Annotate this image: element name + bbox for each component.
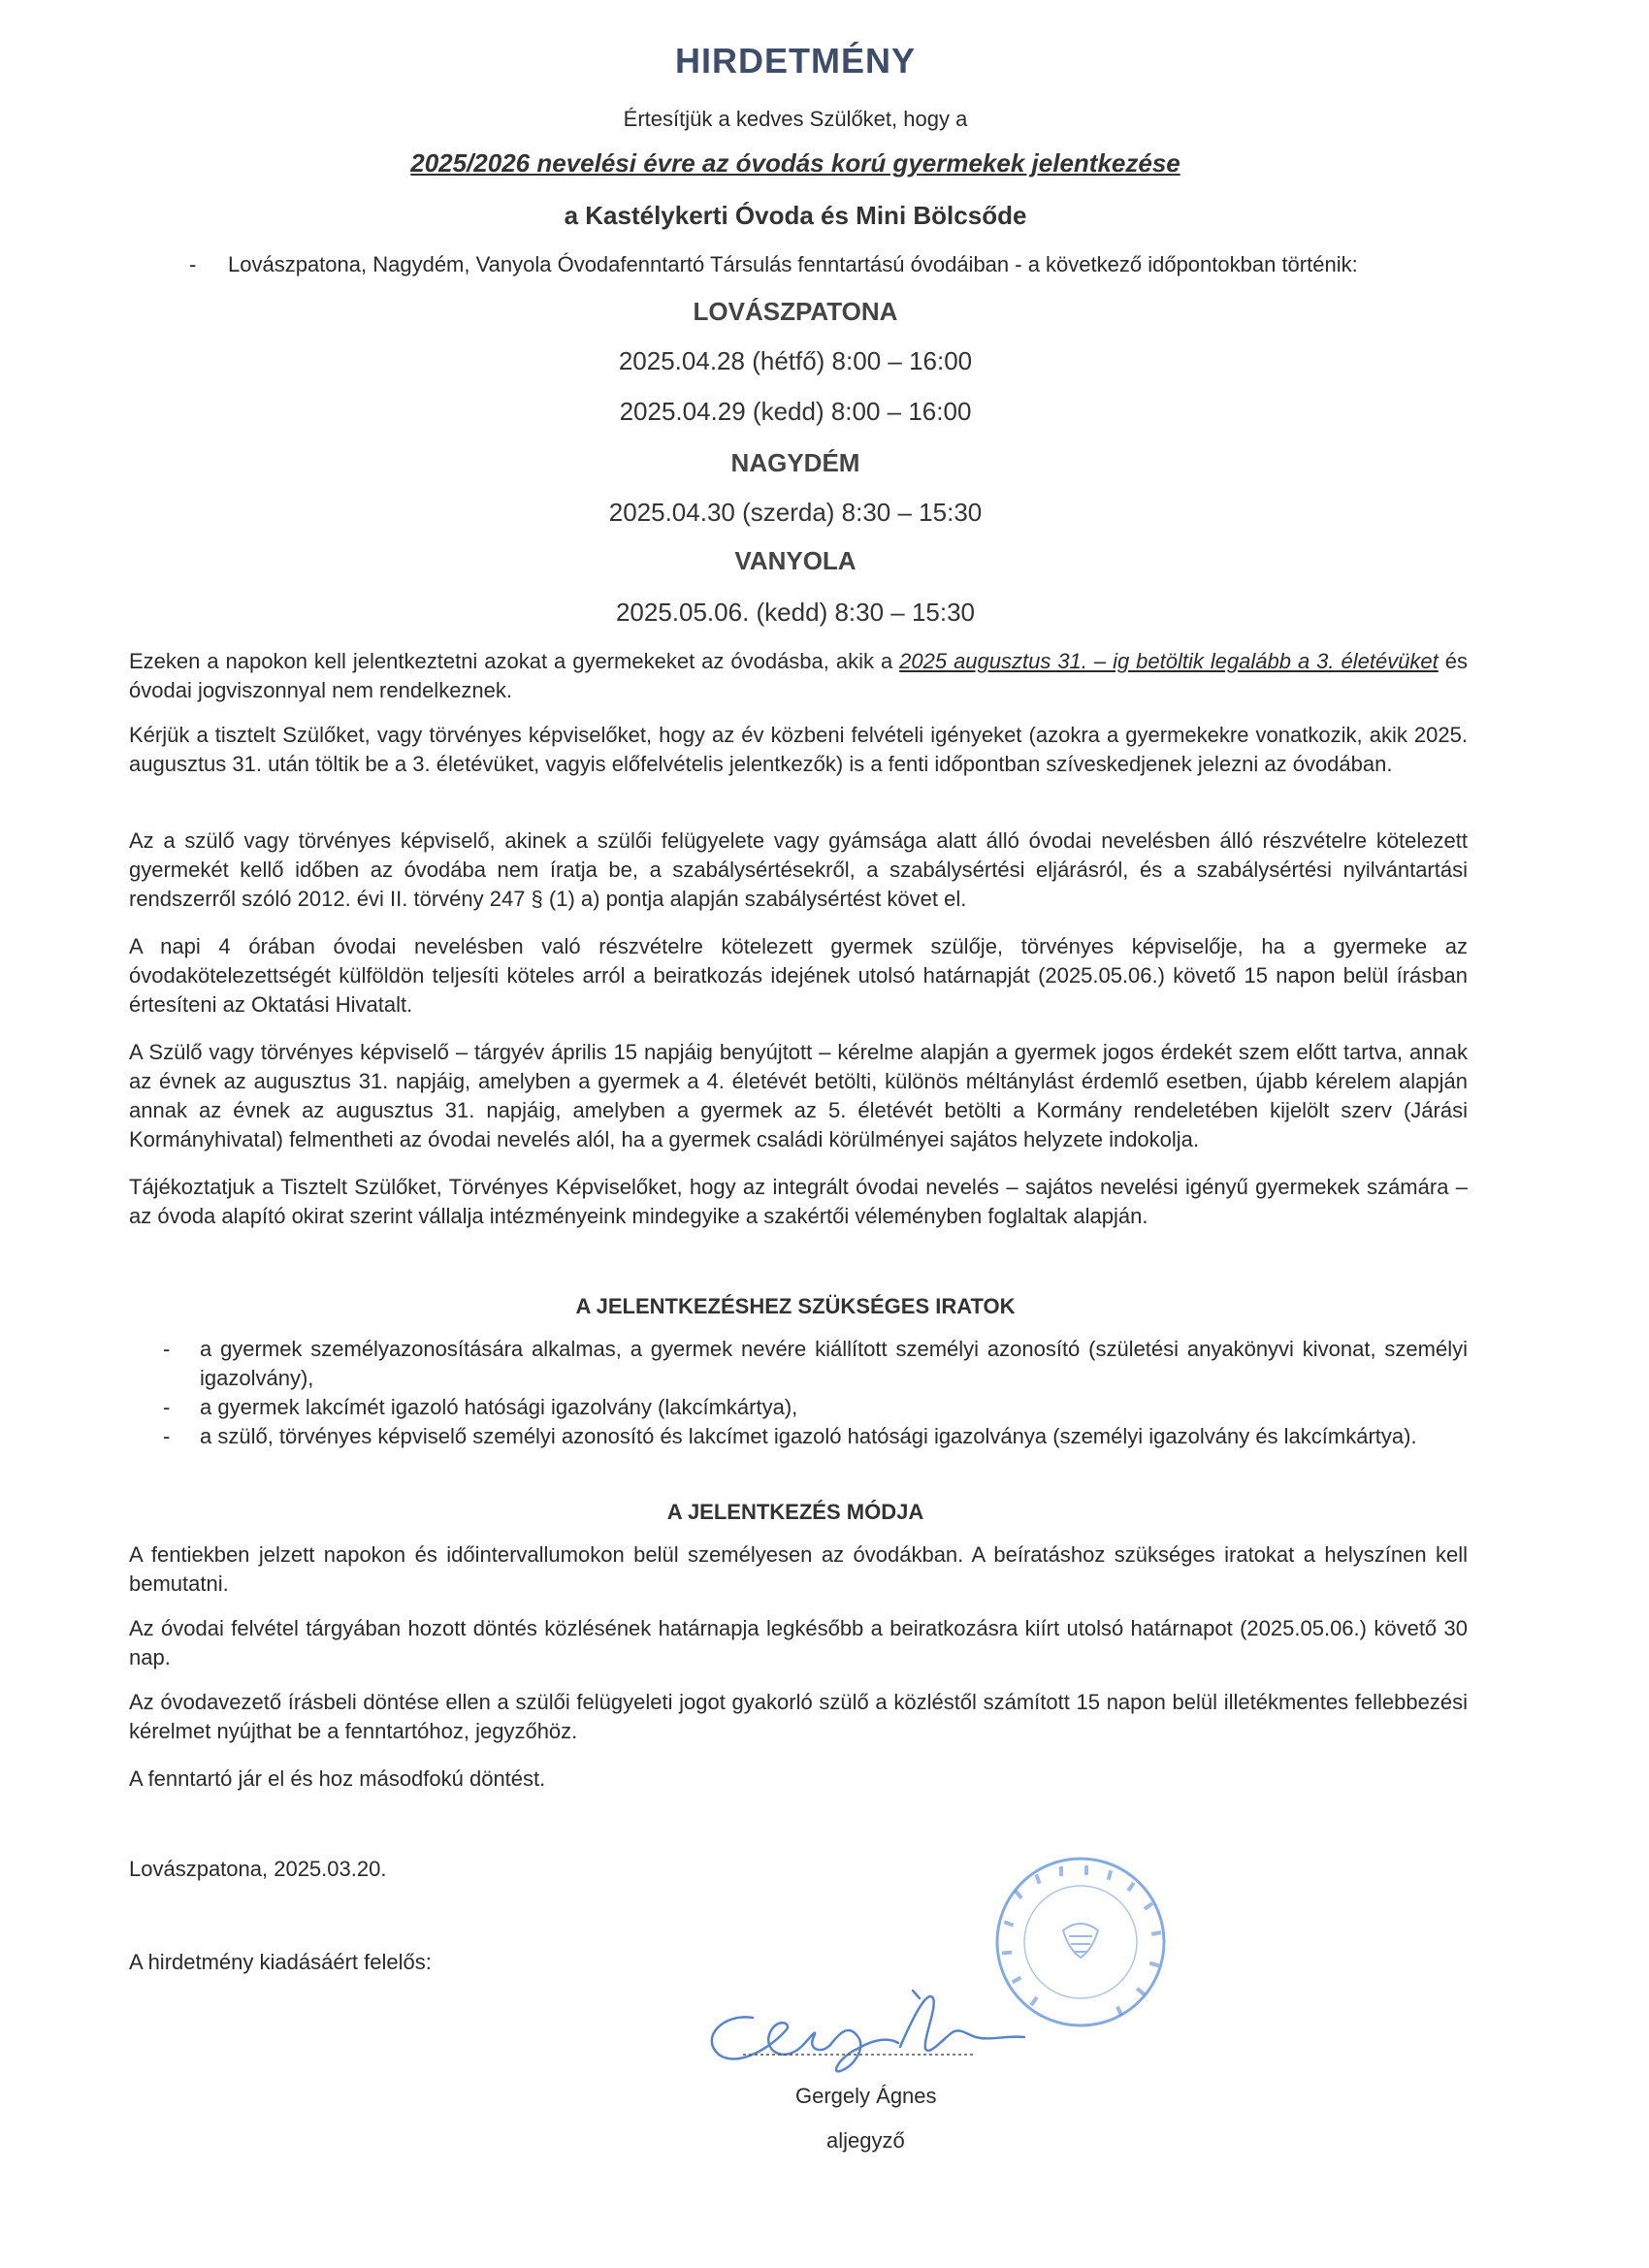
signer-role: aljegyző [826, 2128, 905, 2153]
application-mode-heading: A JELENTKEZÉS MÓDJA [666, 1500, 924, 1524]
paragraph-integrated-education: Tájékoztatjuk a Tisztelt Szülőket, Törvényes Képviselőket, hogy az integrált óvodai nevelés – sajátos nevelési igényű gyermekek számára – az óvoda alapító okirat szerint vállalja intézményeink mindegyike a szakértői véleményben foglaltak alapján. [129, 1175, 1468, 1228]
location-nagydem: NAGYDÉM [730, 448, 860, 477]
paragraph-penalty: Az a szülő vagy törvényes képviselő, akinek a szülői felügyelete vagy gyámsága alatt álló óvodai nevelésben álló részvételre kötelezett gyermekét kellő időben az óvodába nem íratja be, a szabálysértésekről, a szabálysértési eljárásról, és a szabálysértési nyilvántartási rendszerről szóló 2012. évi II. törvény 247 § (1) a) pontja alapján szabálysértést követ el. [129, 828, 1468, 911]
list-item [163, 1422, 1468, 1451]
required-documents-heading: A JELENTKEZÉSHEZ SZÜKSÉGES IRATOK [575, 1294, 1016, 1318]
list-item-text: a szülő, törvényes képviselő személyi azonosító és lakcímet igazoló hatósági igazolványa (személyi igazolvány és lakcímkártya). [200, 1424, 1417, 1448]
paragraph-exemption: A Szülő vagy törvényes képviselő – tárgyév április 15 napjáig benyújtott – kérelme alapján a gyermek jogos érdekét szem előtt tartva, annak az évnek az augusztus 31. napjáig, amelyben a gyermek a 4. életévét betölti, különös méltánylást érdemlő esetben, újabb kérelem alapján annak az évnek az augusztus 31. napjáig, amelyben a gyermek az 5. életévét betölti a Kormány rendeletében kijelölt szerv (Járási Kormányhivatal) felmentheti az óvodai nevelés alól, ha a gyermek családi körülményei sajátos helyzete indokolja. [129, 1040, 1468, 1151]
list-item-text: a gyermek lakcímét igazoló hatósági igazolvány (lakcímkártya), [200, 1395, 798, 1419]
para1-after: és óvodai jogviszonnyal nem rendelkeznek. [129, 649, 1468, 702]
time-slot: 2025.05.06. (kedd) 8:30 – 15:30 [615, 598, 976, 627]
location-lovaszpatona: LOVÁSZPATONA [693, 297, 898, 326]
list-item [163, 1335, 1468, 1393]
time-slot: 2025.04.28 (hétfő) 8:00 – 16:00 [618, 346, 973, 375]
time-slot: 2025.04.30 (szerda) 8:30 – 15:30 [608, 498, 983, 527]
list-bullet: - [163, 1395, 171, 1419]
list-bullet: - [163, 1337, 171, 1361]
list-item [163, 1393, 1468, 1422]
responsible-label: A hirdetmény kiadásáért felelős: [129, 1950, 432, 1974]
document-title: HIRDETMÉNY [674, 41, 916, 81]
list-bullet: - [163, 1424, 171, 1448]
paragraph-abroad: A napi 4 órában óvodai nevelésben való részvételre kötelezett gyermek szülője, törvényes képviselője, ha a gyermeke az óvodakötelezettségét külföldön teljesíti köteles arról a beiratkozás idejének utolsó határnapját (2025.05.06.) követő 15 napon belül írásban értesíteni az Oktatási Hivatalt. [129, 934, 1468, 1017]
paragraph-enrolment-age [129, 647, 1468, 705]
place-and-date: Lovászpatona, 2025.03.20. [129, 1857, 387, 1881]
required-documents-list [163, 1335, 1468, 1451]
paragraph-mode-second-instance: A fenntartó jár el és hoz másodfokú döntést. [129, 1766, 546, 1791]
dash-mark: - [189, 252, 197, 276]
signer-name: Gergely Ágnes [795, 2084, 937, 2108]
time-slot: 2025.04.29 (kedd) 8:00 – 16:00 [619, 397, 972, 426]
paragraph-midyear-requests: Kérjük a tisztelt Szülőket, vagy törvényes képviselőket, hogy az év közbeni felvételi igényeket (azokra a gyermekekre vonatkozik, akik 2025. augusztus 31. után töltik be a 3. életévüket, vagyis előfelvételis jelentkezők) is a fenti időpontban szíveskedjenek jelezni az óvodában. [129, 723, 1468, 776]
maintainer-text: Lovászpatona, Nagydém, Vanyola Óvodafenntartó Társulás fenntartású óvodáiban - a következő időpontokban történik: [228, 252, 1358, 276]
handwritten-signature [695, 1979, 1034, 2086]
paragraph-mode-in-person: A fentiekben jelzett napokon és időintervallumokon belül személyesen az óvodákban. A beíratáshoz szükséges iratokat a helyszínen kell bemutatni. [129, 1542, 1468, 1596]
list-item-text: a gyermek személyazonosítására alkalmas, a gyermek nevére kiállított személyi azonosító (születési anyakönyvi kivonat, személyi igazolvány), [200, 1337, 1468, 1390]
paragraph-mode-appeal: Az óvodavezető írásbeli döntése ellen a szülői felügyeleti jogot gyakorló szülő a közléstől számított 15 napon belül illetékmentes fellebbezési kérelmet nyújthat be a fenntartóhoz, jegyzőhöz. [129, 1690, 1468, 1743]
institution-name: a Kastélykerti Óvoda és Mini Bölcsőde [564, 201, 1027, 230]
location-vanyola: VANYOLA [734, 546, 857, 575]
intro-line: Értesítjük a kedves Szülőket, hogy a [623, 107, 968, 131]
age-deadline-emphasis: 2025 augusztus 31. – ig betöltik legalább a 3. életévüket [899, 649, 1439, 673]
para1-before: Ezeken a napokon kell jelentkeztetni azokat a gyermekeket az óvodásba, akik a [129, 649, 900, 673]
paragraph-mode-decision: Az óvodai felvétel tárgyában hozott döntés közlésének határnapja legkésőbb a beiratkozásra kiírt utolsó határnapot (2025.05.06.) követő 30 nap. [129, 1616, 1468, 1669]
subtitle: 2025/2026 nevelési évre az óvodás korú gyermekek jelentkezése [410, 148, 1180, 178]
